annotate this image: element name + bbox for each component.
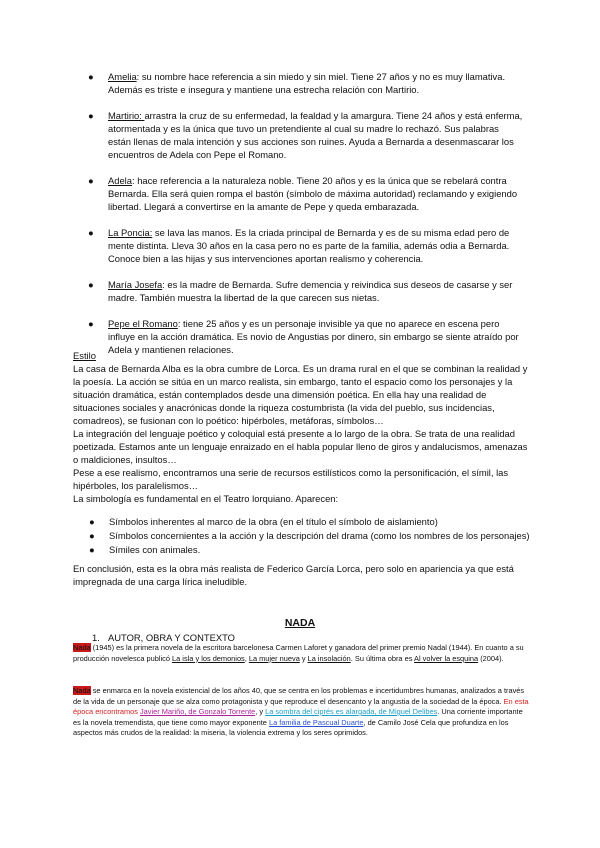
estilo-heading: Estilo bbox=[73, 350, 96, 361]
character-name: Amelia bbox=[108, 71, 137, 82]
bullet-icon: ● bbox=[89, 544, 95, 555]
character-item-martirio bbox=[88, 109, 524, 161]
list-item: ● Símbolos inherentes al marco de la obra (en el título el símbolo de aislamiento) bbox=[89, 516, 438, 527]
character-name: La Poncia: bbox=[108, 227, 153, 238]
book-title: La insolación bbox=[307, 653, 351, 663]
character-name: Adela bbox=[108, 175, 132, 186]
bullet-icon: ● bbox=[88, 227, 94, 238]
character-name: María Josefa bbox=[108, 279, 163, 290]
subsection-title: AUTOR, OBRA Y CONTEXTO bbox=[108, 632, 235, 643]
estilo-paragraph: La casa de Bernarda Alba es la obra cumbre de Lorca. Es un drama rural en el que se combinan la realidad y la poesía. La acción se sitúa en un marco realista, sin embargo, tanto el espacio como los personajes y la situación dramática, están contemplados desde una dimensión poética. En ella hay una realidad de situaciones sociales y anacrónicas donde la riqueza costumbrista (la vida del pueblo, sus incidencias, comadreos), se fusionan con lo poético: hipérboles, metáforas, símbolos… bbox=[73, 363, 528, 426]
character-text: : hace referencia a la naturaleza noble. Tiene 20 años y es la única que se rebelará contra Bernarda. Ella será quien rompa el bastón (símbolo de máxima autoridad) reclamando y exigiendo libertad. Llegará a convertirse en la amante de Pepe y queda embarazada. bbox=[108, 175, 518, 212]
red-text: En esta época encontramos bbox=[73, 696, 529, 716]
cyan-link-text: La sombra del ciprés es alargada, de Miguel Delibes bbox=[265, 707, 438, 716]
bullet-icon: ● bbox=[88, 175, 94, 186]
list-item: ● Símiles con animales. bbox=[89, 544, 201, 555]
estilo-paragraph: La integración del lenguaje poético y coloquial está presente a lo largo de la obra. Se trata de una realidad poetizada. Estamos ante un lenguaje enraizado en el habla popular lleno de giros y andalucismos, amenazas o maldiciones, insultos… bbox=[73, 428, 528, 465]
character-text: : tiene 25 años y es un personaje invisible ya que no aparece en escena pero influye en la acción dramática. Es novio de Angustias por dinero, sin embargo se siente atraído por Adela y mantienen relaciones. bbox=[108, 318, 519, 355]
bullet-icon: ● bbox=[88, 71, 94, 82]
book-title: La mujer nueva bbox=[248, 653, 300, 663]
character-item-amelia bbox=[88, 70, 524, 96]
character-name: Pepe el Romano bbox=[108, 318, 178, 329]
highlighted-title: Nada bbox=[73, 686, 91, 695]
magenta-link-text: Javier Mariño, de Gonzalo Torrente bbox=[139, 707, 256, 716]
estilo-paragraph: Pese a ese realismo, encontramos una serie de recursos estilísticos como la personificación, el símil, las hipérboles, los paralelismos… bbox=[73, 467, 509, 491]
book-title: La isla y los demonios bbox=[172, 653, 245, 663]
subsection-number: 1. bbox=[92, 632, 100, 643]
character-name: Martirio: bbox=[108, 110, 145, 121]
character-text: se lava las manos. Es la criada principal de Bernarda y es de su misma edad pero de mente distinta. Lleva 30 años en la casa pero no es parte de la familia, además odia a Bernarda. Conoce bien a las hijas y sus intervenciones aportan realismo y coherencia. bbox=[108, 227, 510, 264]
character-text: : es la madre de Bernarda. Sufre demencia y reivindica sus deseos de casarse y ser madre. También muestra la libertad de la que carecen sus nietas. bbox=[108, 279, 513, 303]
character-item-la-poncia bbox=[88, 226, 524, 265]
characters-list bbox=[88, 70, 524, 356]
highlighted-title: Nada bbox=[73, 643, 91, 652]
bullet-icon: ● bbox=[89, 530, 95, 541]
character-text: arrastra la cruz de su enfermedad, la fealdad y la amargura. Tiene 24 años y está enferma, atormentada y es la única que tuvo un pretendiente al cual su madre lo rechazó. Sus palabras están llenas de mala intención y sus acciones son ruines. Ayuda a Bernarda a desenmascarar los encuentros de Adela con Pepe el Romano. bbox=[108, 110, 523, 160]
section-title-nada: NADA bbox=[284, 617, 316, 629]
conclusion-paragraph: En conclusión, esta es la obra más realista de Federico García Lorca, pero solo en apariencia ya que está impregnada de una carga lírica ineludible. bbox=[73, 563, 514, 587]
character-item-adela bbox=[88, 174, 524, 213]
nada-paragraph-1: Nada (1945) es la primera novela de la escritora barcelonesa Carmen Laforet y ganadora del primer premio Nadal (1944). En cuanto a su producción novelesca publicó La isla y los demonios, La mujer nueva y La insolación. Su última obra es Al volver la esquina (2004). bbox=[73, 643, 524, 663]
bullet-icon: ● bbox=[89, 516, 95, 527]
estilo-paragraph: La simbología es fundamental en el Teatro lorquiano. Aparecen: bbox=[73, 493, 339, 504]
symbols-list bbox=[73, 515, 533, 556]
blue-link-text: La familia de Pascual Duarte bbox=[268, 717, 364, 727]
character-item-maria-josefa bbox=[88, 278, 524, 304]
bullet-icon: ● bbox=[88, 110, 94, 121]
bullet-icon: ● bbox=[88, 279, 94, 290]
list-item: ● Símbolos concernientes a la acción y la descripción del drama (como los nombres de los personajes) bbox=[89, 530, 530, 541]
book-title: Al volver la esquina bbox=[414, 653, 479, 663]
character-text: : su nombre hace referencia a sin miedo y sin miel. Tiene 27 años y no es muy llamativa. Además es triste e insegura y mantiene una estrecha relación con Martirio. bbox=[108, 71, 506, 95]
bullet-icon: ● bbox=[88, 318, 94, 329]
estilo-section bbox=[73, 349, 533, 557]
nada-paragraph-2: Nada se enmarca en la novela existencial de los años 40, que se centra en los problemas e incertidumbres humanas, analizados a través de la vida de un personaje que se alza como protagonista y que reproduce el desencanto y la angustia de la sociedad de la época. En esta época encontramos Javier Mariño, de Gonzalo Torrente, y La sombra del ciprés es alargada, de Miguel Delibes. Una corriente importante es la novela tremendista, que tiene como mayor exponente La familia de Pascual Duarte, de Camilo José Cela que profundiza en los aspectos más crudos de la realidad: la miseria, la violencia extrema y los seres oprimidos. bbox=[73, 686, 529, 737]
